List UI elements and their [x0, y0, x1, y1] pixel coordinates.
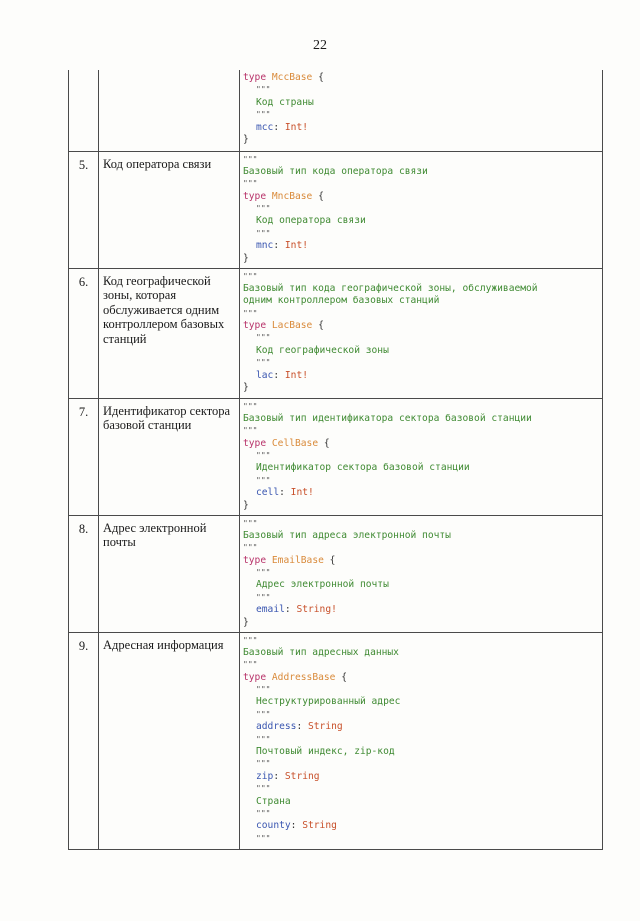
- colon: :: [273, 770, 285, 782]
- docstring-marker: """: [256, 333, 271, 343]
- keyword: type: [243, 72, 267, 83]
- type-description: Базовый тип кода географической зоны, обслуживаемой: [243, 282, 538, 294]
- field-type: Int!: [284, 121, 308, 133]
- docstring-marker: """: [256, 358, 271, 368]
- docstring-marker: """: [256, 833, 271, 843]
- brace: {: [318, 437, 330, 449]
- brace: {: [312, 72, 324, 83]
- docstring-marker: """: [256, 451, 271, 461]
- field-type: String: [284, 770, 320, 782]
- field-description: Адрес электронной почты: [256, 579, 389, 591]
- field-name: mnc: [256, 240, 274, 252]
- code-cell: [240, 268, 603, 398]
- row-number: [69, 70, 99, 151]
- brace: {: [312, 320, 324, 332]
- row-name: Адресная информация: [99, 632, 240, 849]
- field-description: Код географической зоны: [256, 344, 389, 356]
- field-description: Код оператора связи: [256, 215, 366, 227]
- colon: :: [284, 604, 297, 616]
- docstring-marker: """: [256, 592, 271, 602]
- type-description: Базовый тип адресных данных: [243, 646, 399, 658]
- row-name: Идентификатор сектора базовой станции: [99, 398, 240, 515]
- docstring-marker: """: [243, 179, 258, 189]
- docstring-marker: """: [256, 204, 271, 214]
- field-name: mcc: [256, 121, 274, 133]
- field-name: address: [256, 721, 297, 733]
- row-number: 9.: [69, 632, 99, 849]
- field-name: email: [256, 604, 285, 616]
- field-type: String!: [296, 604, 337, 616]
- docstring-marker: """: [243, 518, 258, 528]
- schema-table: [68, 70, 603, 850]
- field-name: zip: [256, 770, 274, 782]
- row-number: 8.: [69, 515, 99, 632]
- field-description: Код страны: [256, 96, 314, 108]
- docstring-marker: """: [256, 475, 271, 485]
- docstring-marker: """: [243, 543, 258, 553]
- closing-brace: }: [243, 499, 249, 511]
- row-number: 5.: [69, 151, 99, 268]
- docstring-marker: """: [243, 308, 258, 318]
- docstring-marker: """: [256, 734, 271, 744]
- brace: {: [335, 671, 347, 683]
- code-cell: [240, 70, 603, 151]
- type-name: LacBase: [271, 320, 313, 332]
- docstring-marker: """: [256, 709, 271, 719]
- closing-brace: }: [243, 133, 249, 145]
- table-row: [69, 515, 603, 632]
- code-cell: [240, 515, 603, 632]
- keyword: type: [243, 437, 267, 449]
- code-cell: [240, 398, 603, 515]
- field-description: Почтовый индекс, zip-код: [256, 746, 395, 758]
- colon: :: [273, 369, 285, 381]
- field-type: Int!: [290, 487, 314, 499]
- closing-brace: }: [243, 252, 249, 264]
- docstring-marker: """: [256, 784, 271, 794]
- code-cell: [240, 151, 603, 268]
- table-row: [69, 398, 603, 515]
- type-description: Базовый тип идентификатора сектора базовой станции: [243, 412, 532, 424]
- table-row: [69, 268, 603, 398]
- table-row: [69, 632, 603, 849]
- docstring-marker: """: [256, 228, 271, 238]
- docstring-marker: """: [243, 426, 258, 436]
- colon: :: [273, 240, 285, 252]
- field-description: Неструктурированный адрес: [256, 696, 401, 708]
- row-name: [99, 70, 240, 151]
- type-name: CellBase: [271, 437, 319, 449]
- docstring-marker: """: [243, 635, 258, 645]
- colon: :: [290, 820, 303, 832]
- type-name: AddressBase: [271, 671, 336, 683]
- table-row: [69, 151, 603, 268]
- keyword: type: [243, 671, 267, 683]
- closing-brace: }: [243, 382, 249, 394]
- field-name: county: [256, 820, 291, 832]
- docstring-marker: """: [243, 271, 258, 281]
- type-description: Базовый тип адреса электронной почты: [243, 529, 451, 541]
- field-type: String: [308, 721, 343, 733]
- row-name: Код географической зоны, которая обслуживается одним контроллером базовых станций: [99, 268, 240, 398]
- colon: :: [273, 121, 285, 133]
- brace: {: [312, 190, 324, 202]
- row-number: 7.: [69, 398, 99, 515]
- field-name: lac: [256, 369, 274, 381]
- type-name: MccBase: [271, 72, 313, 83]
- field-description: Страна: [256, 795, 291, 807]
- field-type: Int!: [284, 369, 308, 381]
- row-name: Адрес электронной почты: [99, 515, 240, 632]
- docstring-marker: """: [256, 808, 271, 818]
- colon: :: [296, 721, 308, 733]
- row-number: 6.: [69, 268, 99, 398]
- keyword: type: [243, 190, 267, 202]
- field-description: Идентификатор сектора базовой станции: [256, 462, 470, 474]
- page-number: 22: [313, 38, 327, 53]
- closing-brace: }: [243, 616, 249, 628]
- docstring-marker: """: [256, 110, 271, 120]
- field-type: String: [302, 820, 337, 832]
- type-description: одним контроллером базовых станций: [243, 295, 440, 307]
- code-cell: [240, 632, 603, 849]
- keyword: type: [243, 320, 267, 332]
- type-name: MncBase: [271, 190, 313, 202]
- docstring-marker: """: [243, 401, 258, 411]
- brace: {: [323, 554, 336, 566]
- table-row: [69, 70, 603, 151]
- docstring-marker: """: [243, 660, 258, 670]
- docstring-marker: """: [243, 154, 258, 164]
- docstring-marker: """: [256, 685, 271, 695]
- docstring-marker: """: [256, 759, 271, 769]
- colon: :: [279, 487, 291, 499]
- type-description: Базовый тип кода оператора связи: [243, 165, 428, 177]
- docstring-marker: """: [256, 568, 271, 578]
- field-type: Int!: [284, 240, 308, 252]
- row-name: Код оператора связи: [99, 151, 240, 268]
- type-name: EmailBase: [271, 554, 324, 566]
- keyword: type: [243, 554, 267, 566]
- field-name: cell: [256, 487, 280, 499]
- docstring-marker: """: [256, 85, 271, 95]
